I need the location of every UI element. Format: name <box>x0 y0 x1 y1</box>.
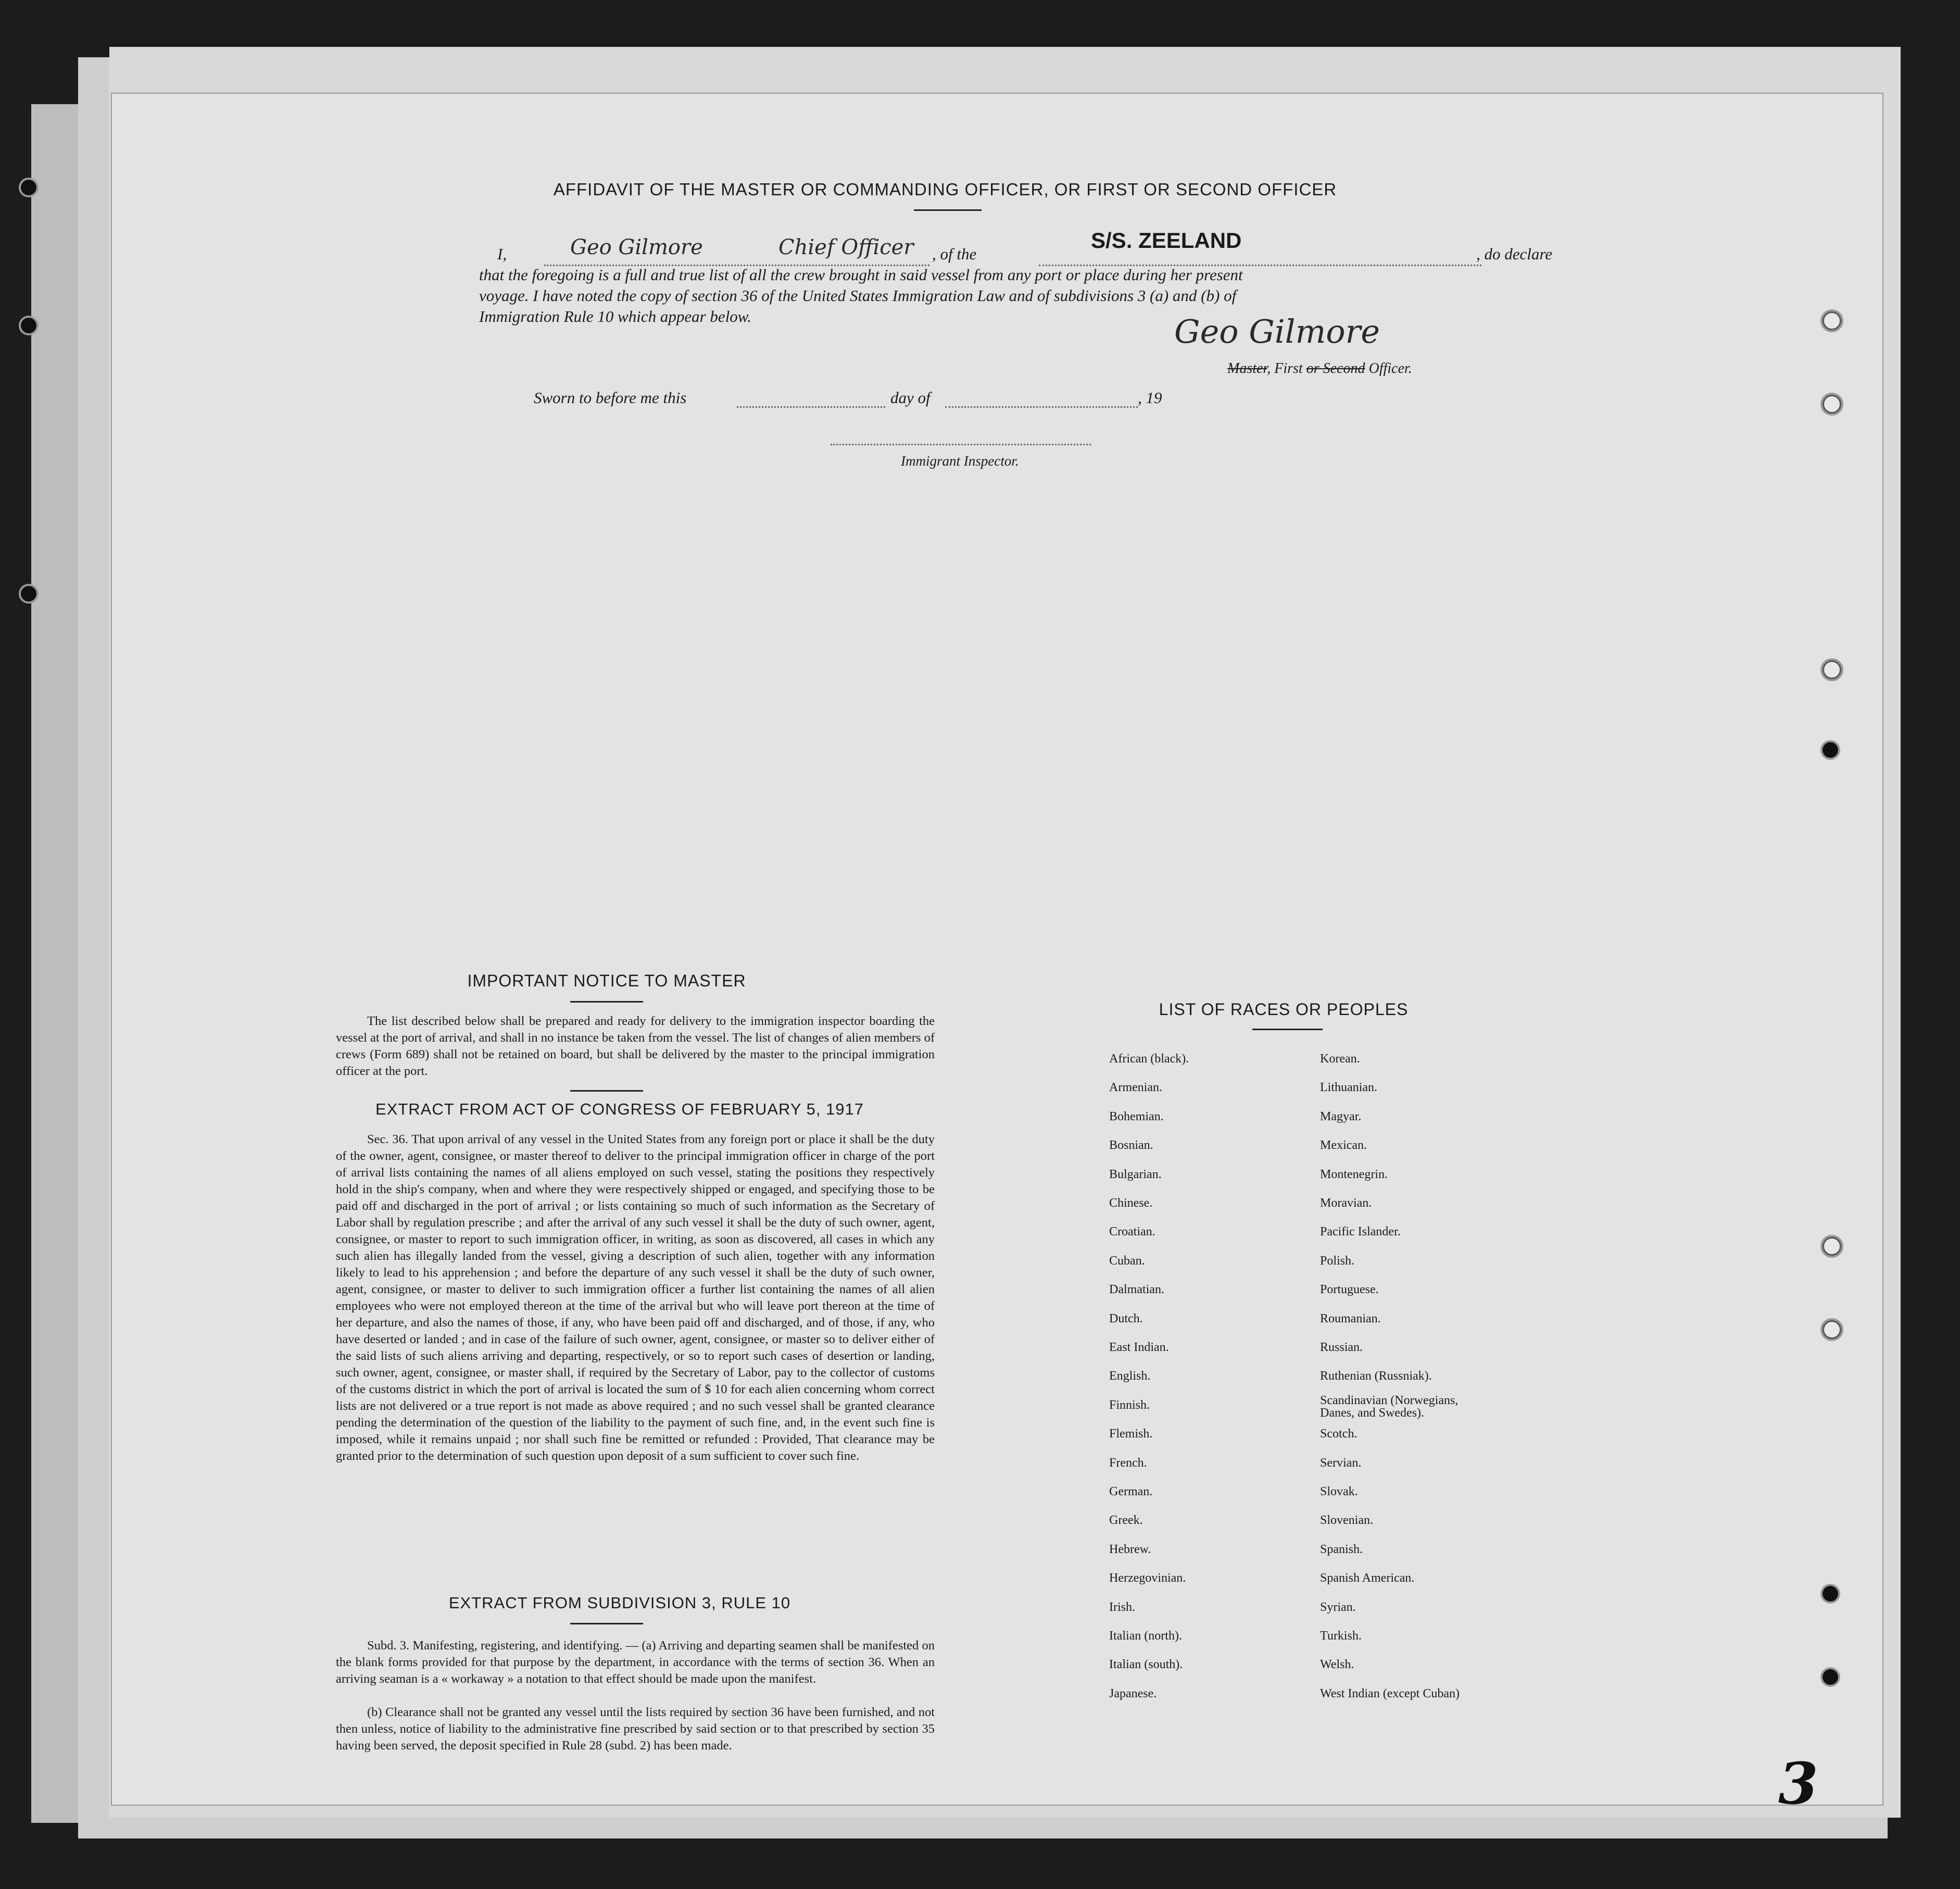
race-item: Italian (north). <box>1109 1629 1182 1643</box>
race-item: Irish. <box>1109 1600 1135 1614</box>
act-extract-text: Sec. 36. That upon arrival of any vessel in the United States from any foreign port or place it shall be the duty of the owner, agent, consignee, or master thereof to deliver to the principal immigration officer in charge of the port of arrival lists containing the names of all aliens employed on such vessel, stating the positions they respectively hold in the ship's company, when and where they were respectively shipped or engaged, and specifying those to be paid off and discharged in the port of arrival ; or lists containing so much of such information as the Secretary of Labor shall by regulation prescribe ; and after the arrival of any such vessel it shall be the duty of such owner, agent, consignee, or master to report to such immigration officer, in writing, as soon as discovered, all cases in which any such alien has illegally landed from the vessel, giving a description of such alien, together with any information likely to lead to his apprehension ; and before the departure of any such vessel it shall be the duty of such owner, agent, consignee, or master to deliver to such immigration officer a further list containing the names of all alien employees who were not employed thereon at the time of the arrival but who will leave port thereon at the time of her departure, and also the names of those, if any, who have been paid off and discharged, and of those, if any, who have deserted or landed ; and in case of the failure of such owner, agent, consignee, or master so to deliver either of the said lists of such aliens arriving and departing, respectively, or so to report such cases of desertion or landing, such owner, agent, consignee, or master shall, if required by the Secretary of Labor, pay to the collector of customs of the customs district in which the port of arrival is located the sum of $ 10 for each alien concerning whom correct lists are not delivered or a true report is not made as above required ; and no such vessel shall be granted clearance pending the determination of the question of the liability to the payment of such fine, and, in the event such fine is imposed, while it remains unpaid ; nor shall such fine be remitted or refunded : Provided, That clearance may be granted prior to the determination of such question upon deposit of a sum sufficient to cover such fine. <box>336 1132 935 1463</box>
race-item: Cuban. <box>1109 1254 1145 1268</box>
race-item: Servian. <box>1320 1456 1362 1470</box>
race-item: East Indian. <box>1109 1341 1169 1354</box>
race-item: Dalmatian. <box>1109 1283 1164 1297</box>
race-item: Bosnian. <box>1109 1139 1153 1153</box>
race-item: Bulgarian. <box>1109 1167 1162 1181</box>
first-label: , First <box>1267 360 1306 377</box>
race-item: Welsh. <box>1320 1658 1354 1672</box>
race-item: Slovenian. <box>1320 1513 1373 1528</box>
page-number: 3 <box>1778 1750 1818 1817</box>
race-item: Italian (south). <box>1109 1658 1183 1672</box>
binder-hole <box>1823 311 1841 330</box>
affidavit-page <box>112 94 1882 1817</box>
race-item: Spanish. <box>1320 1542 1363 1556</box>
inspector-signature-line <box>831 444 1091 445</box>
master-struck: Master <box>1227 360 1267 377</box>
race-item: Polish. <box>1320 1254 1355 1268</box>
race-item: West Indian (except Cuban) <box>1320 1686 1460 1700</box>
sworn-day-line <box>737 406 885 408</box>
binder-hole <box>1823 1320 1841 1339</box>
binder-hole <box>21 318 36 333</box>
sworn-label: Sworn to before me this <box>534 389 687 407</box>
race-item: Lithuanian. <box>1320 1081 1377 1095</box>
race-item: Turkish. <box>1320 1629 1362 1643</box>
officer-signature: Geo Gilmore <box>1174 312 1380 351</box>
affidavit-i-label: I, <box>497 245 507 263</box>
binder-hole <box>1823 1237 1841 1256</box>
race-item: English. <box>1109 1369 1151 1383</box>
officer-name: Geo Gilmore <box>570 235 703 259</box>
year-label: , 19 <box>1138 389 1162 407</box>
race-item: Finnish. <box>1109 1398 1150 1412</box>
race-item: Armenian. <box>1109 1081 1162 1095</box>
sworn-month-line <box>945 406 1138 408</box>
notice-underline <box>570 1001 643 1003</box>
second-struck: or Second <box>1306 360 1365 377</box>
race-item: Herzegovinian. <box>1109 1571 1186 1585</box>
title-underline <box>914 209 982 211</box>
race-item: German. <box>1109 1485 1153 1498</box>
race-item: Pacific Islander. <box>1320 1225 1401 1239</box>
affidavit-line-2: that the foregoing is a full and true list of all the crew brought in said vessel from any port or place during her present <box>479 266 1243 284</box>
rule-extract-title: EXTRACT FROM SUBDIVISION 3, RULE 10 <box>448 1594 791 1612</box>
races-title: LIST OF RACES OR PEOPLES <box>1159 1000 1409 1019</box>
race-item: Croatian. <box>1109 1225 1155 1239</box>
race-item: Korean. <box>1320 1052 1360 1066</box>
rule-extract-underline <box>570 1623 643 1624</box>
race-item: Hebrew. <box>1109 1542 1151 1556</box>
race-item: Syrian. <box>1320 1600 1356 1614</box>
affidavit-line-3: voyage. I have noted the copy of section 36 of the United States Immigration Law and of subdivisions 3 (a) and (b) of <box>479 286 1237 305</box>
of-the-label: , of the <box>932 245 977 263</box>
binder-hole <box>1823 1586 1838 1602</box>
race-item: Dutch. <box>1109 1311 1143 1325</box>
vessel-name-stamp: S/S. ZEELAND <box>1091 228 1242 253</box>
binder-hole <box>1823 395 1841 414</box>
binder-hole <box>1823 1669 1838 1685</box>
race-item: Flemish. <box>1109 1427 1153 1441</box>
race-item: Greek. <box>1109 1513 1143 1528</box>
race-item: Magyar. <box>1320 1109 1362 1123</box>
race-item: Japanese. <box>1109 1686 1157 1700</box>
officer-label: Officer. <box>1365 360 1412 377</box>
race-item: Russian. <box>1320 1341 1363 1354</box>
race-item: French. <box>1109 1456 1147 1470</box>
race-item: Mexican. <box>1320 1139 1367 1153</box>
race-item: Portuguese. <box>1320 1283 1379 1297</box>
race-item: Scotch. <box>1320 1427 1358 1441</box>
binder-hole <box>21 586 36 602</box>
race-item: Chinese. <box>1109 1196 1153 1210</box>
affidavit-title: AFFIDAVIT OF THE MASTER OR COMMANDING OFFICER, OR FIRST OR SECOND OFFICER <box>553 180 1337 199</box>
officer-title-line <box>1227 360 1412 377</box>
officer-rank: Chief Officer <box>778 235 914 259</box>
binder-hole <box>1823 660 1841 679</box>
binder-hole <box>1823 742 1838 758</box>
notice-divider <box>570 1090 643 1092</box>
notice-text: The list described below shall be prepared and ready for delivery to the immigration inspector boarding the vessel at the port of arrival, and shall in no instance be taken from the vessel. The list of changes of alien members of crews (Form 689) shall not be retained on board, but shall be delivered by the master to the principal immigration officer at the port. <box>336 1014 935 1078</box>
race-item: Bohemian. <box>1109 1109 1164 1123</box>
race-item: Montenegrin. <box>1320 1167 1388 1181</box>
affidavit-line-4: Immigration Rule 10 which appear below. <box>479 307 751 326</box>
notice-title: IMPORTANT NOTICE TO MASTER <box>467 971 746 990</box>
race-item: Ruthenian (Russniak). <box>1320 1369 1432 1383</box>
rule-extract-text-b: (b) Clearance shall not be granted any vessel until the lists required by section 36 have been furnished, and not then unless, notice of liability to the administrative fine prescribed by said section or to that prescribed by section 35 having been served, the deposit specified in Rule 28 (subd. 2) has been made. <box>336 1705 935 1753</box>
act-extract-title: EXTRACT FROM ACT OF CONGRESS OF FEBRUARY 5, 1917 <box>375 1100 864 1118</box>
binder-hole <box>21 180 36 195</box>
race-item: African (black). <box>1109 1052 1189 1066</box>
race-item: Slovak. <box>1320 1485 1358 1498</box>
race-item: Roumanian. <box>1320 1311 1381 1325</box>
rule-extract-text-a: Subd. 3. Manifesting, registering, and identifying. — (a) Arriving and departing seamen shall be manifested on the blank forms provided for that purpose by the department, in accordance with the terms of section 36. When an arriving seaman is a « workaway » a notation to that effect should be made upon the manifest. <box>336 1638 935 1686</box>
race-item: Moravian. <box>1320 1196 1372 1210</box>
inspector-label: Immigrant Inspector. <box>901 453 1019 469</box>
do-declare-label: , do declare <box>1476 245 1553 263</box>
races-underline <box>1252 1029 1323 1030</box>
race-item: Scandinavian (Norwegians, Danes, and Swedes). <box>1320 1393 1459 1420</box>
day-of-label: day of <box>890 389 931 407</box>
race-item: Spanish American. <box>1320 1571 1415 1585</box>
